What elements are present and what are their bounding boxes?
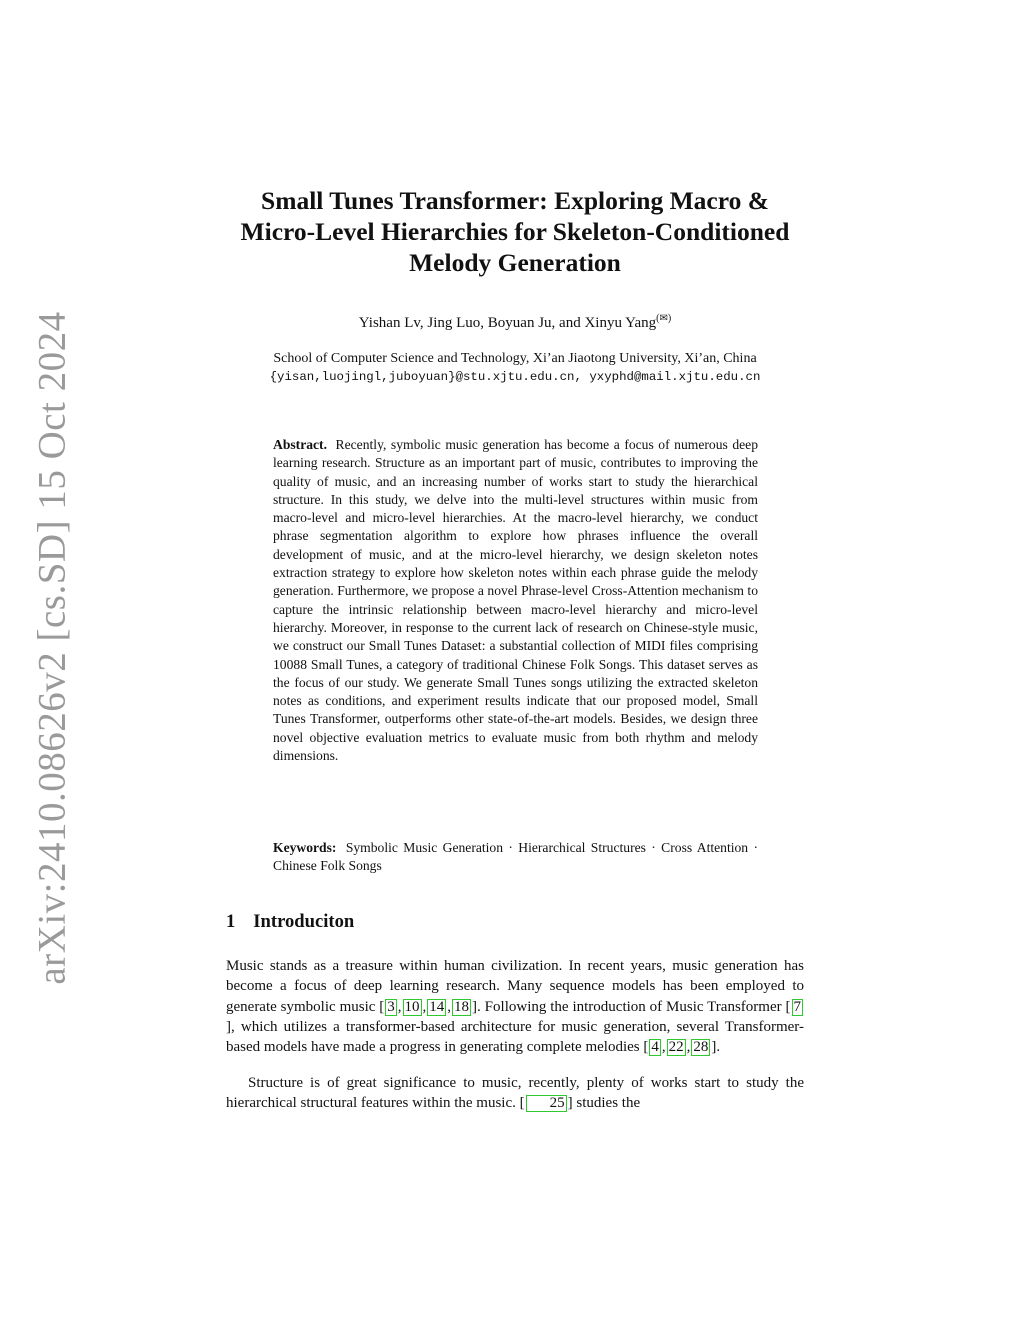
intro-paragraph-2 [226, 1073, 804, 1114]
paper-title [200, 185, 830, 278]
abstract-label: Abstract. [273, 437, 327, 452]
title-line: Micro-Level Hierarchies for Skeleton-Conditioned [240, 217, 790, 246]
citation-separator: , [686, 1039, 691, 1056]
citation-separator: , [422, 998, 427, 1015]
citation-separator: , [447, 998, 452, 1015]
author-names: Yishan Lv, Jing Luo, Boyuan Ju, and Xinyu Yang [358, 315, 657, 331]
citation-link[interactable]: 18 [454, 998, 470, 1015]
abstract-text: Recently, symbolic music generation has become a focus of numerous deep learning research. Structure as an important part of music, contributes to improving the quality of music, and an increasing number of works start to study the hierarchical structure. In this study, we delve into the multi-level structures within music from macro-level and micro-level hierarchies. At the macro-level hierarchy, we conduct phrase segmentation algorithm to explore how phrases influence the overall development of music, and at the micro-level hierarchy, we design skeleton notes extraction strategy to explore how skeleton notes within each phrase guide the melody generation. Furthermore, we propose a novel Phrase-level Cross-Attention mechanism to capture the intrinsic relationship between macro-level hierarchy and micro-level hierarchy. Moreover, in response to the current lack of research on Chinese-style music, we construct our Small Tunes Dataset: a substantial collection of MIDI files comprising 10088 Small Tunes, a category of traditional Chinese Folk Songs. This dataset serves as the focus of our study. We generate Small Tunes songs utilizing the extracted skeleton notes as conditions, and experiment results indicate that our proposed model, Small Tunes Transformer, outperforms other state-of-the-art models. Besides, we design three novel objective evaluation metrics to evaluate music from both rhythm and melody dimensions. [273, 437, 758, 764]
keywords-label: Keywords: [273, 840, 337, 855]
affiliation-block [150, 349, 880, 387]
affiliation: School of Computer Science and Technology, Xi’an Jiaotong University, Xi’an, China [273, 351, 757, 366]
abstract [273, 436, 758, 765]
author-emails: {yisan,luojingl,juboyuan}@stu.xjtu.edu.cn, yxyphd@mail.xjtu.edu.cn [269, 370, 761, 384]
citation-link[interactable]: 14 [429, 998, 445, 1015]
arxiv-identifier: arXiv:2410.08626v2 [cs.SD] 15 Oct 2024 [30, 311, 74, 985]
citation-link[interactable]: 3 [387, 998, 395, 1015]
paragraph-text: ] studies the [567, 1095, 641, 1112]
citation-link[interactable]: 10 [404, 998, 420, 1015]
paragraph-text: ], which utilizes a transformer-based architecture for music generation, several Transformer-based models have made a progress in generating complete melodies [ [226, 1018, 804, 1056]
paragraph-text: Structure is of great significance to music, recently, plenty of works start to study the hierarchical structural features within the music. [ [226, 1075, 804, 1112]
paragraph-text: ]. Following the introduction of Music Transformer [ [472, 998, 791, 1015]
citation-link[interactable]: 25 [526, 1095, 567, 1112]
citation-link[interactable]: 28 [693, 1039, 709, 1056]
author-list [200, 313, 830, 332]
citation-separator: , [397, 998, 402, 1015]
citation-separator: , [661, 1039, 666, 1056]
title-line: Small Tunes Transformer: Exploring Macro & [261, 186, 769, 215]
citation-link[interactable]: 4 [651, 1039, 659, 1056]
section-title: Introduciton [253, 911, 355, 932]
keywords-text: Symbolic Music Generation · Hierarchical Structures · Cross Attention · Chinese Folk Songs [273, 840, 758, 874]
section-number: 1 [226, 911, 236, 932]
keywords [273, 839, 758, 876]
paragraph-text: ]. [711, 1039, 721, 1056]
title-line: Melody Generation [409, 248, 621, 277]
intro-paragraph-1 [226, 956, 804, 1057]
paragraph-text: Music stands as a treasure within human civilization. In recent years, music generation has become a focus of deep learning research. Many sequence models has been employed to generate symbolic music [ [226, 958, 804, 1015]
citation-link[interactable]: 22 [668, 1039, 684, 1056]
citation-link[interactable]: 7 [793, 998, 801, 1015]
section-heading [226, 911, 354, 933]
corresponding-author-mark: (✉) [656, 313, 672, 324]
